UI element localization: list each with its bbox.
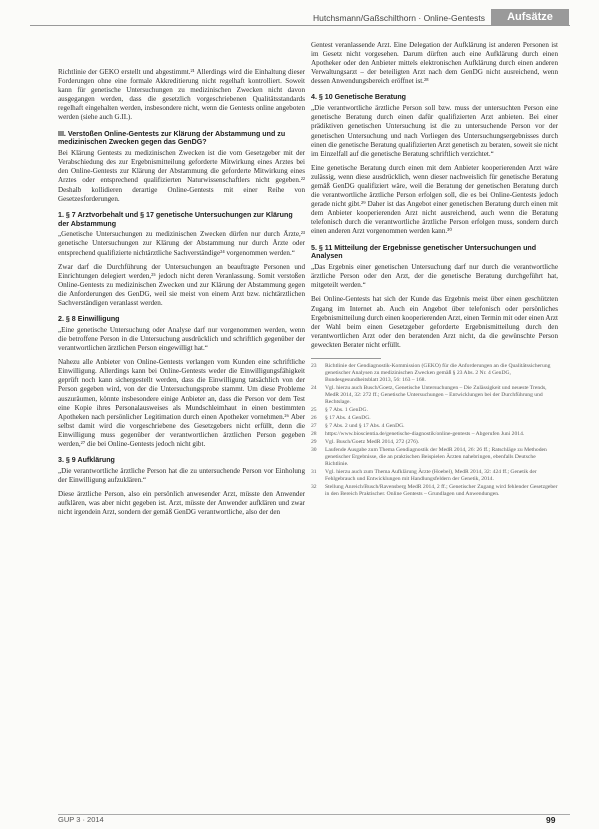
footnote-number: 24 [311,385,317,392]
section-heading: 5. § 11 Mitteilung der Ergebnisse genetischer Untersuchungen und Analysen [311,243,537,261]
paragraph: Bei Klärung Gentests zu medizinischen Zwecken ist die vom Gesetzgeber mit der Verabschiedung des zur Ergebnismitteilung geforderte Mitwirkung eines Arztes bei den Online-Gentests zur Klärung der Abstammung die geforderte Mitwirkung eines Arztes oder entsprechend qualifizierten Naturwissenschaftlers nicht gegeben.²² Deshalb kollidieren derartige Online-Gentests mit einer Reihe von Gesetzesforderungen. [58,149,305,203]
right-column-body [311,41,558,350]
journal-issue: GUP 3 · 2014 [58,815,104,824]
paragraph: Richtlinie der GEKO erstellt und abgestimmt.²¹ Allerdings wird die Einhaltung dieser Forderungen ohne eine formale Akkreditierung nicht regelhaft kontrolliert. Soweit kann für genetische Untersuchungen zu medizinischen Zwecken nicht davon ausgegangen werden, dass die gesetzlich vorgeschriebenen Qualitätsstandards regelhaft eingehalten werden, insbesondere nicht, wenn die Gentests online angeboten werden (siehe auch G.II.). [58,68,305,122]
paragraph: „Genetische Untersuchungen zu medizinischen Zwecken dürfen nur durch Ärzte,²³ genetische Untersuchungen zur Klärung der Abstammung nur durch Ärzte oder entsprechend qualifizierte nichtärztliche Sachverständige²⁴ vorgenommen werden.“ [58,230,305,257]
footnotes [311,363,558,498]
footnote-number: 28 [311,431,317,438]
footnote-rule [311,358,381,359]
footnote-text: Richtlinie der Gendiagnostik-Kommission (GEKO) für die Anforderungen an die Qualitätssicherung genetischer Analysen zu medizinischen Zwecken gemäß § 23 Abs. 2 Nr. 4 GenDG, Bundesgesundheitsblatt 2013, 56: 163 – 168. [325,363,551,384]
right-column [311,41,558,499]
footnote-text: Vgl. Busch/Goetz MedR 2014, 272 (276). [325,439,420,446]
footnote-text: Laufende Ausgabe zum Thema Gendiagnostik der MedR 2014, 26: 26 ff.; Ratschläge zu Methoden genetischer Ergebnisse, die an praktischen Beispielen Ärzten nahebringen, ebenfalls Deutsche Richtlinie. [325,447,547,468]
running-head: Hutchsmann/Gaßschilthorn · Online-Gentests [313,13,485,23]
left-column [58,68,305,522]
footnote-text: § 17 Abs. 4 GenDG. [325,415,371,422]
page-number: 99 [546,815,556,825]
footnote [311,407,558,414]
footnote [311,385,558,406]
footnote [311,469,558,483]
footnote-number: 31 [311,469,317,476]
section-heading: 2. § 8 Einwilligung [58,315,120,324]
footnote [311,415,558,422]
footnote-text: https://www.bioscientia.de/genetische-diagnostik/online-gentests – Abgerufen Juni 2014. [325,431,525,438]
footnote-number: 23 [311,363,317,370]
paragraph: „Eine genetische Untersuchung oder Analyse darf nur vorgenommen werden, wenn die betroffene Person in die Untersuchung ausdrücklich und schriftlich gegenüber der verantwortlichen ärztlichen Person eingewilligt hat.“ [58,325,305,353]
footnote-number: 30 [311,447,317,454]
section-heading: 4. § 10 Genetische Beratung [311,93,407,102]
footnote-number: 25 [311,407,317,414]
footnote-text: Vgl. hierzu auch Busch/Goetz, Genetische Untersuchungen – Die Zulässigkeit und neueste Trends, MedR 2014, 32: 272 ff.; Genetische Untersuchungen – Entwicklungen bei der Durchführung und Rechtslage. [325,385,547,406]
footnote [311,431,558,438]
footnote [311,423,558,430]
footnote-text: Stellung Anreich/Busch/Ravensberg MedR 2014, 2 ff.; Genetischer Zugang wird fehlender Gesetzgeber in den Bereich Praktischer. Online Gentests – Grundlagen und Anwendungen. [325,484,558,498]
footnote-number: 26 [311,415,317,422]
footer-rule [58,814,570,815]
paragraph: „Die verantwortliche ärztliche Person soll bzw. muss der untersuchten Person eine genetische Beratung durch einen dafür qualifizierten Arzt anbieten. Bei einer prädiktiven genetischen Untersuchung ist die zu untersuchende Person vor der genetischen Untersuchung und nach Vorliegen des Untersuchungsergebnisses durch einen die genetische Beratung qualifizierten Arzt genetisch zu beraten, soweit sie nicht im Einzelfall auf die genetische Beratung schriftlich verzichtet.“ [311,104,558,158]
footnote [311,363,558,384]
footnote-text: § 7 Abs. 2 und § 17 Abs. 4 GenDG. [325,423,405,430]
footnote-number: 29 [311,439,317,446]
footnote-number: 32 [311,484,317,491]
paragraph: Zwar darf die Durchführung der Untersuchungen an beauftragte Personen und Einrichtungen delegiert werden,²⁵ jedoch nicht deren Veranlassung. Somit verstoßen Online-Gentests zu medizinischen Zwecken und zur Klärung der Abstammung gegen die Anforderungen des GenDG, weil sie meist von einem Arzt bzw. nichtärztlichen Sachverständigen veranlasst werden. [58,262,305,307]
paragraph: „Die verantwortliche ärztliche Person hat die zu untersuchende Person vor Einholung der Einwilligung aufzuklären.“ [58,466,305,484]
footnote-text: § 7 Abs. 1 GenDG. [325,407,368,414]
paragraph: Bei Online-Gentests hat sich der Kunde das Ergebnis meist über einen geschützten Zugang im Internet ab. Auch ein Angebot über telefonisch oder persönliches Ergebnismitteilung durch einen kooperierenden Arzt, einen Termin mit oder einen Arzt der Wahl beim einen Gesetzgeber geforderte Ergebnismitteilung durch den verantwortlichen Arzt oder den beratenden Arzt nicht, da die gewünschte Person geweckten Berater nicht erfüllt. [311,295,558,349]
section-heading: 3. § 9 Aufklärung [58,456,115,465]
section-heading: 1. § 7 Arztvorbehalt und § 17 genetische Untersuchungen zur Klärung der Abstammung [58,210,293,228]
footnote [311,439,558,446]
paragraph: „Das Ergebnis einer genetischen Untersuchung darf nur durch die verantwortliche ärztliche Person oder den Arzt, der die genetische Beratung durchgeführt hat, mitgeteilt werden.“ [311,263,558,290]
paragraph: Diese ärztliche Person, also ein persönlich anwesender Arzt, müsste den Anwender aufklären, was aber nicht gegeben ist. Arzt, müsste der Anwender aufklären und zwar nicht irgendein Arzt, sondern der gemäß GenDG verantwortliche, also der den [58,490,305,517]
paragraph: Nahezu alle Anbieter von Online-Gentests verlangen vom Kunden eine schriftliche Einwilligung. Allerdings kann bei Online-Gentests weder die Einwilligungsfähigkeit geprüft noch kann sichergestellt werden, dass die Einwilligung tatsächlich von der Person gegeben wird, von der die Untersuchungsprobe stammt. Um diese Probleme auszuräumen, könnte insbesondere einige Anbieter an, dass die Person vor dem Test eine Kopie ihres Personalausweises als Mundschleimhaut in einen bestimmten Apotheken nach persönlicher Legitimation durch einen Apotheker vornehmen.²⁶ Aber selbst damit wird die vorgeschriebene des Gesetzgebers nicht erfüllt, denn die Einwilligung muss gegenüber der verantwortlichen ärztlichen Person gegeben werden,²⁷ die bei Online-Gentests jedoch nicht gibt. [58,358,305,448]
footnote [311,447,558,468]
section-tab: Aufsätze [491,9,569,25]
footnote-text: Vgl. hierzu auch zum Thema Aufklärung Ärzte (Hoebel), MedR 2014, 32: 424 ff.; Genetik der Fehlgebrauch und Entwicklungen mit Handlungsfeldern der Genetik, 2014. [325,469,537,483]
paragraph: Gentest veranlassende Arzt. Eine Delegation der Aufklärung ist anderen Personen ist im Gesetz nicht vorgesehen. Darum dürften auch eine Aufklärung durch einen Apotheker oder den Anbieter mittels elektronischen Aufklärung durch einen anderen Verwaltungsarzt – der beteiligten Arzt nach dem GenDG nicht ausreichend, wenn dessen Anwendungsbereich eröffnet ist.²⁸ [311,41,558,86]
header-rule [30,25,570,26]
footnote-number: 27 [311,423,317,430]
footnote [311,484,558,498]
paragraph: Eine genetische Beratung durch einen mit dem Anbieter kooperierenden Arzt wäre zulässig, wenn diese ausdrücklich, wenn dieser nachweislich für genetische Beratung gemäß GenDG qualifiziert wäre, weil die Beratung der genetischen Beratung durch die verantwortliche ärztliche Person erfolgen soll, die es bei Online-Gentests jedoch gerade nicht gibt.²⁹ Daher ist das Angebot einer genetischen Beratung durch einen mit dem Anbieter kooperierenden Arzt nicht ausreichend, auch wenn die Beratung telefonisch durch die verantwortliche ärztliche Person erfolgen muss, sondern durch einen anderen Arzt vorgenommen werden kann.³⁰ [311,163,558,236]
section-heading: III. Verstoßen Online-Gentests zur Klärung der Abstammung und zu medizinischen Zwecken gegen das GenDG? [58,129,286,147]
